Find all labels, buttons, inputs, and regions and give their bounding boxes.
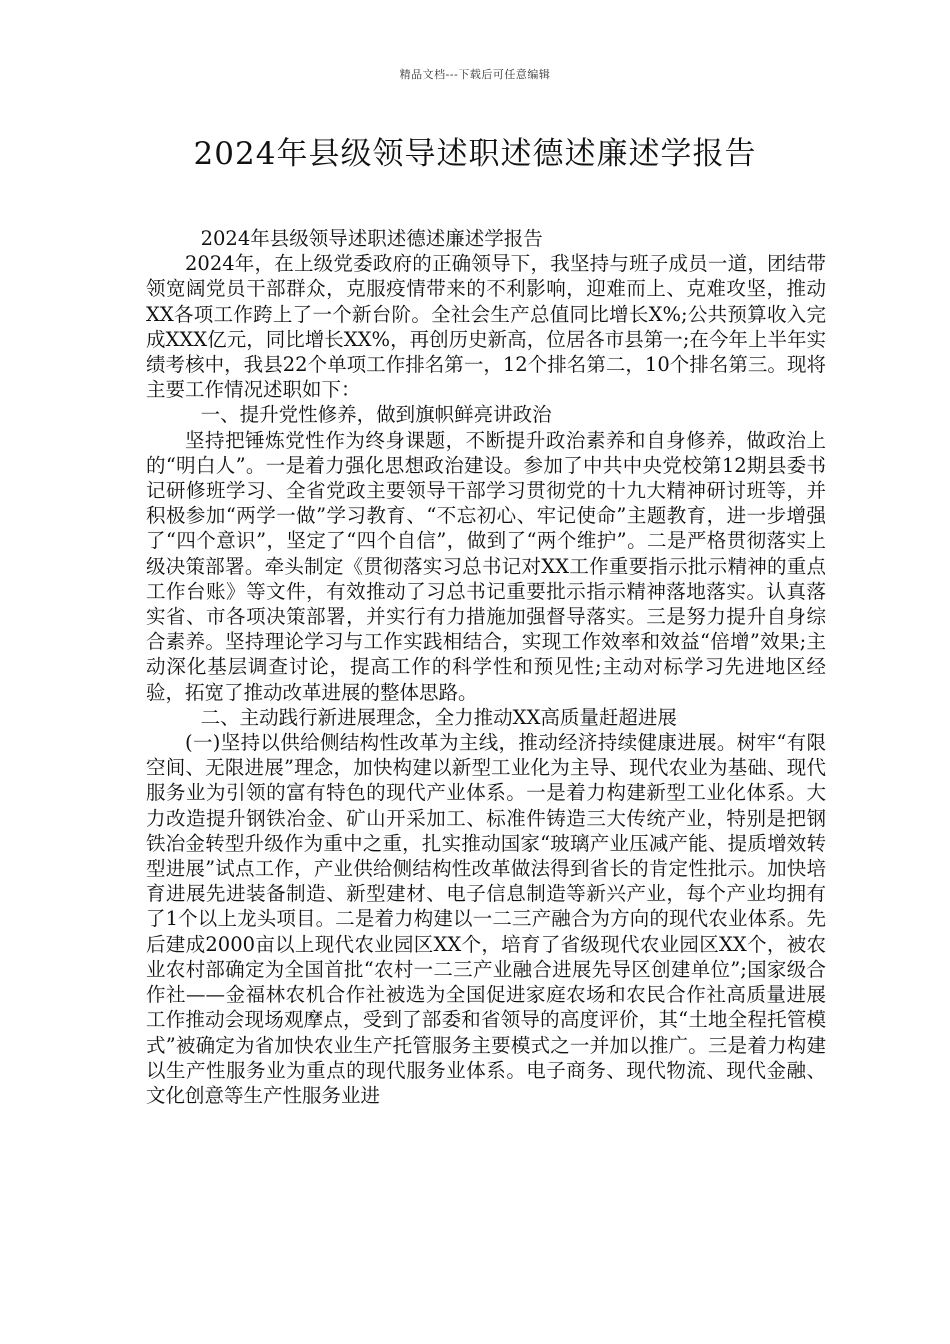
paragraph-intro: 2024年，在上级党委政府的正确领导下，我坚持与班子成员一道，团结带领宽阔党员干部群众，克服疫情带来的不利影响，迎难而上、克难攻坚，推动XX各项工作跨上了一个新台阶。全社会生产总值同比增长X%;公共预算收入完成XXX亿元，同比增长XX%，再创历史新高，位居各市县第一;在今年上半年实绩考核中，我县22个单项工作排名第一，12个排名第二，10个排名第三。现将主要工作情况述职如下：: [146, 252, 826, 402]
header-note: 精品文档---下载后可任意编辑: [399, 68, 551, 81]
body-subtitle: 2024年县级领导述职述德述廉述学报告: [200, 227, 543, 250]
section-heading-2: 二、主动践行新进展理念，全力推动XX高质量赶超进展: [200, 705, 677, 729]
paragraph-section-1: 坚持把锤炼党性作为终身课题，不断提升政治素养和自身修养，做政治上的“明白人”。一是着力强化思想政治建设。参加了中共中央党校第12期县委书记研修班学习、全省党政主要领导干部学习贯彻党的十九大精神研讨班等，并积极参加“两学一做”学习教育、“不忘初心、牢记使命”主题教育，进一步增强了“四个意识”，坚定了“四个自信”，做到了“两个维护”。二是严格贯彻落实上级决策部署。牵头制定《贯彻落实习总书记对XX工作重要指示批示精神的重点工作台账》等文件，有效推动了习总书记重要批示指示精神落地落实。认真落实省、市各项决策部署，并实行有力措施加强督导落实。三是努力提升自身综合素养。坚持理论学习与工作实践相结合，实现工作效率和效益“倍增”效果;主动深化基层调查讨论，提高工作的科学性和预见性;主动对标学习先进地区经验，拓宽了推动改革进展的整体思路。: [146, 428, 826, 704]
section-heading-1: 一、提升党性修养，做到旗帜鲜亮讲政治: [200, 403, 552, 427]
document-title: 2024年县级领导述职述德述廉述学报告: [193, 136, 757, 172]
paragraph-section-2-1: (一)坚持以供给侧结构性改革为主线，推动经济持续健康进展。树牢“有限空间、无限进展”理念，加快构建以新型工业化为主导、现代农业为基础、现代服务业为引领的富有特色的现代产业体系。一是着力构建新型工业化体系。大力改造提升钢铁冶金、矿山开采加工、标准件铸造三大传统产业，特别是把钢铁冶金转型升级作为重中之重，扎实推动国家“玻璃产业压减产能、提质增效转型进展”试点工作，产业供给侧结构性改革做法得到省长的肯定性批示。加快培育进展先进装备制造、新型建材、电子信息制造等新兴产业，每个产业均拥有了1个以上龙头项目。二是着力构建以一二三产融合为方向的现代农业体系。先后建成2000亩以上现代农业园区XX个，培育了省级现代农业园区XX个，被农业农村部确定为全国首批“农村一二三产业融合进展先导区创建单位”;国家级合作社——金福林农机合作社被选为全国促进家庭农场和农民合作社高质量进展工作推动会现场观摩点，受到了部委和省领导的高度评价，其“土地全程托管模式”被确定为省加快农业生产托管服务主要模式之一并加以推广。三是着力构建以生产性服务业为重点的现代服务业体系。电子商务、现代物流、现代金融、文化创意等生产性服务业进: [146, 731, 826, 1107]
document-body: [146, 226, 826, 1108]
